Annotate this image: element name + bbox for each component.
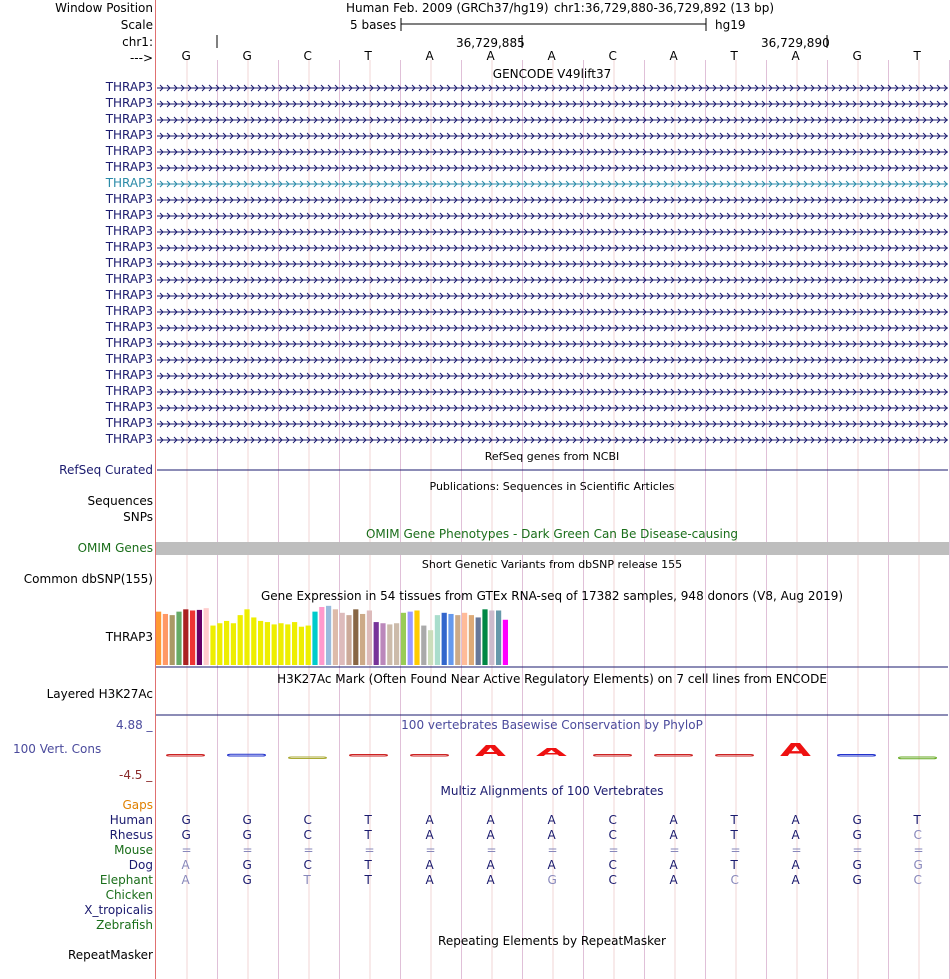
gtex-bar[interactable]: [435, 615, 440, 665]
gtex-bar[interactable]: [455, 615, 460, 665]
multiz-base: A: [791, 828, 800, 842]
multiz-base: T: [913, 813, 921, 827]
multiz-base: =: [242, 843, 253, 857]
multiz-base: G: [242, 813, 252, 827]
gtex-bar[interactable]: [197, 610, 202, 665]
gtex-bar[interactable]: [258, 621, 263, 665]
coord-label-1: 36,729,885: [456, 36, 525, 50]
multiz-base: T: [364, 873, 372, 887]
gencode-transcript-line[interactable]: [157, 421, 948, 427]
multiz-base: A: [486, 873, 495, 887]
multiz-base: T: [364, 813, 372, 827]
gtex-bar[interactable]: [326, 606, 331, 665]
multiz-base: A: [669, 858, 678, 872]
gtex-bar[interactable]: [462, 613, 467, 665]
gencode-transcript-line[interactable]: [157, 341, 948, 347]
multiz-base: G: [852, 873, 862, 887]
conservation-mark: [655, 755, 693, 757]
gtex-bar[interactable]: [442, 613, 447, 665]
multiz-base: C: [913, 873, 922, 887]
gencode-transcript-label[interactable]: THRAP3: [105, 384, 153, 398]
multiz-base: G: [547, 873, 557, 887]
gencode-transcript-label[interactable]: THRAP3: [105, 224, 153, 238]
multiz-base: G: [242, 873, 252, 887]
gencode-transcript-label[interactable]: THRAP3: [105, 192, 153, 206]
gtex-bar[interactable]: [482, 609, 487, 665]
strand-label: --->: [129, 51, 153, 65]
multiz-base: T: [730, 828, 738, 842]
base-letter: G: [242, 49, 252, 63]
base-letter: C: [303, 49, 312, 63]
multiz-base: T: [303, 873, 311, 887]
gencode-transcript-line[interactable]: [157, 245, 948, 251]
scale-label: Scale: [120, 18, 153, 32]
gencode-transcript-label[interactable]: THRAP3: [105, 144, 153, 158]
gencode-transcript-line[interactable]: [157, 149, 948, 155]
multiz-base: G: [242, 858, 252, 872]
gtex-bar[interactable]: [333, 609, 338, 665]
multiz-base: C: [303, 828, 312, 842]
base-letter: A: [669, 49, 678, 63]
repeatmasker-track-title[interactable]: Repeating Elements by RepeatMasker: [438, 934, 666, 948]
multiz-base: A: [181, 873, 190, 887]
multiz-base: C: [608, 858, 617, 872]
gencode-transcript-line[interactable]: [157, 165, 948, 171]
gtex-bar[interactable]: [414, 610, 419, 665]
multiz-base: =: [364, 843, 375, 857]
multiz-base: C: [608, 828, 617, 842]
gtex-bar[interactable]: [244, 609, 249, 665]
gtex-bar[interactable]: [353, 609, 358, 665]
omim-gene-bar[interactable]: [156, 542, 949, 555]
multiz-base: A: [486, 813, 495, 827]
gtex-bar[interactable]: [238, 615, 243, 665]
gtex-bar[interactable]: [163, 614, 168, 665]
gtex-bar[interactable]: [272, 624, 277, 665]
conservation-logo[interactable]: [0, 738, 950, 778]
multiz-base: A: [791, 858, 800, 872]
gencode-transcript-label[interactable]: THRAP3: [105, 368, 153, 382]
gtex-bar[interactable]: [401, 613, 406, 665]
multiz-base: =: [669, 843, 680, 857]
gencode-transcript-label[interactable]: THRAP3: [105, 416, 153, 430]
multiz-base: A: [547, 813, 556, 827]
publications-snps-label[interactable]: SNPs: [123, 510, 153, 524]
refseq-track-title[interactable]: RefSeq genes from NCBI: [484, 450, 620, 463]
gencode-transcript-label[interactable]: THRAP3: [105, 320, 153, 334]
assembly-title: Human Feb. 2009 (GRCh37/hg19): [346, 1, 549, 15]
conservation-letter: A: [475, 742, 506, 761]
gencode-transcript-line[interactable]: [157, 117, 948, 123]
multiz-base: =: [181, 843, 192, 857]
gtex-label[interactable]: THRAP3: [105, 630, 153, 644]
gtex-bar[interactable]: [204, 608, 209, 665]
gtex-bar[interactable]: [367, 610, 372, 665]
base-letter: C: [608, 49, 617, 63]
gencode-transcript-line[interactable]: [157, 133, 948, 139]
gtex-bar[interactable]: [469, 615, 474, 665]
multiz-base: G: [913, 858, 923, 872]
gtex-bar[interactable]: [340, 613, 345, 665]
scale-bar: [0, 0, 950, 60]
base-letter: T: [913, 49, 921, 63]
gencode-transcripts[interactable]: [0, 80, 950, 460]
gtex-bar[interactable]: [380, 623, 385, 665]
multiz-track-title[interactable]: Multiz Alignments of 100 Vertebrates: [440, 784, 664, 798]
gencode-transcript-line[interactable]: [157, 261, 948, 267]
gencode-transcript-label[interactable]: THRAP3: [105, 400, 153, 414]
gencode-transcript-line[interactable]: [157, 405, 948, 411]
conservation-mark: [167, 755, 205, 757]
multiz-base: A: [486, 828, 495, 842]
conservation-letter: A: [780, 739, 811, 761]
conservation-mark: [228, 754, 266, 756]
gtex-bar[interactable]: [265, 622, 270, 665]
h3k27ac-label[interactable]: Layered H3K27Ac: [46, 687, 153, 701]
gtex-bar[interactable]: [278, 623, 283, 665]
gtex-bar[interactable]: [408, 612, 413, 665]
multiz-base: A: [547, 858, 556, 872]
gtex-bar[interactable]: [360, 614, 365, 665]
gencode-transcript-label[interactable]: THRAP3: [105, 288, 153, 302]
gencode-transcript-label[interactable]: THRAP3: [105, 256, 153, 270]
conservation-label[interactable]: 100 Vert. Cons: [13, 742, 102, 756]
gtex-bar[interactable]: [496, 610, 501, 665]
base-letter: T: [364, 49, 372, 63]
window-position-label: Window Position: [55, 1, 153, 15]
gencode-transcript-line[interactable]: [157, 85, 948, 91]
gtex-bar[interactable]: [285, 624, 290, 665]
gencode-transcript-line[interactable]: [157, 389, 948, 395]
gencode-transcript-line[interactable]: [157, 373, 948, 379]
coord-label-2: 36,729,890: [761, 36, 830, 50]
db-text: hg19: [715, 18, 746, 32]
multiz-species-label[interactable]: Mouse: [114, 843, 153, 857]
multiz-base: A: [425, 828, 434, 842]
publications-track-title[interactable]: Publications: Sequences in Scientific Articles: [429, 480, 675, 493]
omim-label[interactable]: OMIM Genes: [77, 541, 153, 555]
gtex-bar[interactable]: [394, 623, 399, 665]
multiz-base: =: [547, 843, 558, 857]
base-letter: A: [791, 49, 800, 63]
gencode-transcript-label[interactable]: THRAP3: [105, 176, 153, 190]
gencode-transcript-line[interactable]: [157, 357, 948, 363]
gtex-bar[interactable]: [231, 623, 236, 665]
gtex-bar[interactable]: [448, 614, 453, 665]
multiz-species-label[interactable]: Gaps: [122, 798, 153, 812]
gencode-track-title[interactable]: GENCODE V49lift37: [492, 67, 612, 81]
base-letter: G: [852, 49, 862, 63]
gencode-transcript-line[interactable]: [157, 181, 948, 187]
base-letter: A: [547, 49, 556, 63]
gencode-transcript-line[interactable]: [157, 277, 948, 283]
gencode-transcript-line[interactable]: [157, 325, 948, 331]
multiz-base: A: [425, 873, 434, 887]
gtex-bar[interactable]: [374, 622, 379, 665]
conservation-mark: [899, 757, 937, 759]
conservation-mark: [716, 755, 754, 757]
multiz-base: A: [181, 858, 190, 872]
gencode-transcript-label[interactable]: THRAP3: [105, 432, 153, 446]
gencode-transcript-label[interactable]: THRAP3: [105, 208, 153, 222]
scale-text: 5 bases: [350, 18, 397, 32]
multiz-base: C: [303, 813, 312, 827]
multiz-species-label[interactable]: Elephant: [99, 873, 153, 887]
region-text[interactable]: chr1:36,729,880-36,729,892 (13 bp): [554, 1, 775, 15]
gencode-transcript-label[interactable]: THRAP3: [105, 112, 153, 126]
gencode-transcript-line[interactable]: [157, 101, 948, 107]
multiz-base: =: [608, 843, 619, 857]
multiz-base: A: [791, 873, 800, 887]
gencode-transcript-label[interactable]: THRAP3: [105, 304, 153, 318]
conservation-mark: [411, 755, 449, 757]
gencode-transcript-line[interactable]: [157, 293, 948, 299]
conservation-mark: [350, 755, 388, 757]
gencode-transcript-line[interactable]: [157, 213, 948, 219]
gtex-bar[interactable]: [183, 609, 188, 665]
gtex-bar[interactable]: [217, 623, 222, 665]
gtex-bar[interactable]: [312, 612, 317, 665]
multiz-base: A: [425, 858, 434, 872]
multiz-species-label[interactable]: Human: [109, 813, 153, 827]
publications-sequences-label[interactable]: Sequences: [87, 494, 153, 508]
multiz-base: C: [730, 873, 739, 887]
multiz-base: A: [669, 813, 678, 827]
gtex-bar[interactable]: [476, 617, 481, 665]
conservation-mark: [838, 755, 876, 757]
gtex-bar[interactable]: [319, 607, 324, 665]
gtex-bar[interactable]: [224, 621, 229, 665]
multiz-base: C: [608, 873, 617, 887]
gencode-transcript-label[interactable]: THRAP3: [105, 272, 153, 286]
multiz-base: G: [181, 813, 191, 827]
multiz-species-label[interactable]: Chicken: [105, 888, 153, 902]
multiz-species-label[interactable]: X_tropicalis: [84, 903, 153, 917]
gencode-transcript-label[interactable]: THRAP3: [105, 128, 153, 142]
gtex-bar[interactable]: [387, 624, 392, 665]
gencode-transcript-line[interactable]: [157, 229, 948, 235]
repeatmasker-label[interactable]: RepeatMasker: [67, 948, 153, 962]
gtex-bar[interactable]: [292, 622, 297, 665]
multiz-species-label[interactable]: Zebrafish: [96, 918, 153, 932]
refseq-line[interactable]: [0, 465, 950, 475]
gencode-transcript-line[interactable]: [157, 197, 948, 203]
multiz-base: T: [730, 813, 738, 827]
multiz-base: T: [364, 858, 372, 872]
gencode-transcript-label[interactable]: THRAP3: [105, 240, 153, 254]
gtex-track-title[interactable]: Gene Expression in 54 tissues from GTEx RNA-seq of 17382 samples, 948 donors (V8, Aug 2019): [260, 589, 844, 603]
multiz-base: A: [425, 813, 434, 827]
gencode-transcript-line[interactable]: [157, 309, 948, 315]
base-letter: G: [181, 49, 191, 63]
multiz-base: C: [608, 813, 617, 827]
multiz-base: T: [364, 828, 372, 842]
gtex-bar[interactable]: [176, 612, 181, 665]
gtex-bar[interactable]: [251, 617, 256, 665]
multiz-base: =: [425, 843, 436, 857]
base-letter: T: [730, 49, 738, 63]
multiz-base: =: [791, 843, 802, 857]
gtex-bar[interactable]: [489, 610, 494, 665]
multiz-base: A: [669, 873, 678, 887]
chrom-label: chr1:: [122, 35, 153, 49]
multiz-base: G: [852, 858, 862, 872]
base-letter: A: [425, 49, 434, 63]
multiz-base: G: [852, 828, 862, 842]
gencode-transcript-label[interactable]: THRAP3: [105, 352, 153, 366]
multiz-species-label[interactable]: Rhesus: [109, 828, 153, 842]
multiz-base: =: [303, 843, 314, 857]
omim-track-title[interactable]: OMIM Gene Phenotypes - Dark Green Can Be Disease-causing: [365, 527, 739, 541]
multiz-base: A: [486, 858, 495, 872]
conservation-ymax: 4.88 _: [116, 718, 153, 732]
multiz-base: =: [486, 843, 497, 857]
dbsnp-label[interactable]: Common dbSNP(155): [23, 572, 153, 586]
dbsnp-track-title[interactable]: Short Genetic Variants from dbSNP release 155: [421, 558, 683, 571]
multiz-base: A: [669, 828, 678, 842]
gencode-transcript-label[interactable]: THRAP3: [105, 160, 153, 174]
base-letter: A: [486, 49, 495, 63]
refseq-label[interactable]: RefSeq Curated: [59, 463, 153, 477]
gtex-bar[interactable]: [346, 615, 351, 665]
multiz-base: G: [181, 828, 191, 842]
multiz-base: =: [852, 843, 863, 857]
conservation-ymin: -4.5 _: [119, 768, 153, 782]
gtex-bar[interactable]: [503, 620, 508, 665]
gtex-bar[interactable]: [156, 612, 161, 665]
multiz-base: G: [852, 813, 862, 827]
conservation-mark: [594, 755, 632, 757]
gencode-transcript-line[interactable]: [157, 437, 948, 443]
gtex-bar[interactable]: [190, 610, 195, 665]
multiz-base: C: [913, 828, 922, 842]
gtex-bar[interactable]: [170, 615, 175, 665]
multiz-base: A: [547, 828, 556, 842]
multiz-base: T: [730, 858, 738, 872]
multiz-base: =: [913, 843, 924, 857]
conservation-letter: A: [536, 746, 567, 759]
conservation-mark: [289, 757, 327, 759]
gencode-transcript-label[interactable]: THRAP3: [105, 96, 153, 110]
conservation-track-title[interactable]: 100 vertebrates Basewise Conservation by PhyloP: [401, 718, 703, 732]
gencode-transcript-label[interactable]: THRAP3: [105, 80, 153, 94]
multiz-species-label[interactable]: Dog: [128, 858, 153, 872]
h3k27ac-track-title[interactable]: H3K27Ac Mark (Often Found Near Active Regulatory Elements) on 7 cell lines from ENCODE: [277, 672, 827, 686]
gencode-transcript-label[interactable]: THRAP3: [105, 336, 153, 350]
multiz-base: =: [730, 843, 741, 857]
multiz-base: G: [242, 828, 252, 842]
multiz-base: A: [791, 813, 800, 827]
multiz-base: C: [303, 858, 312, 872]
